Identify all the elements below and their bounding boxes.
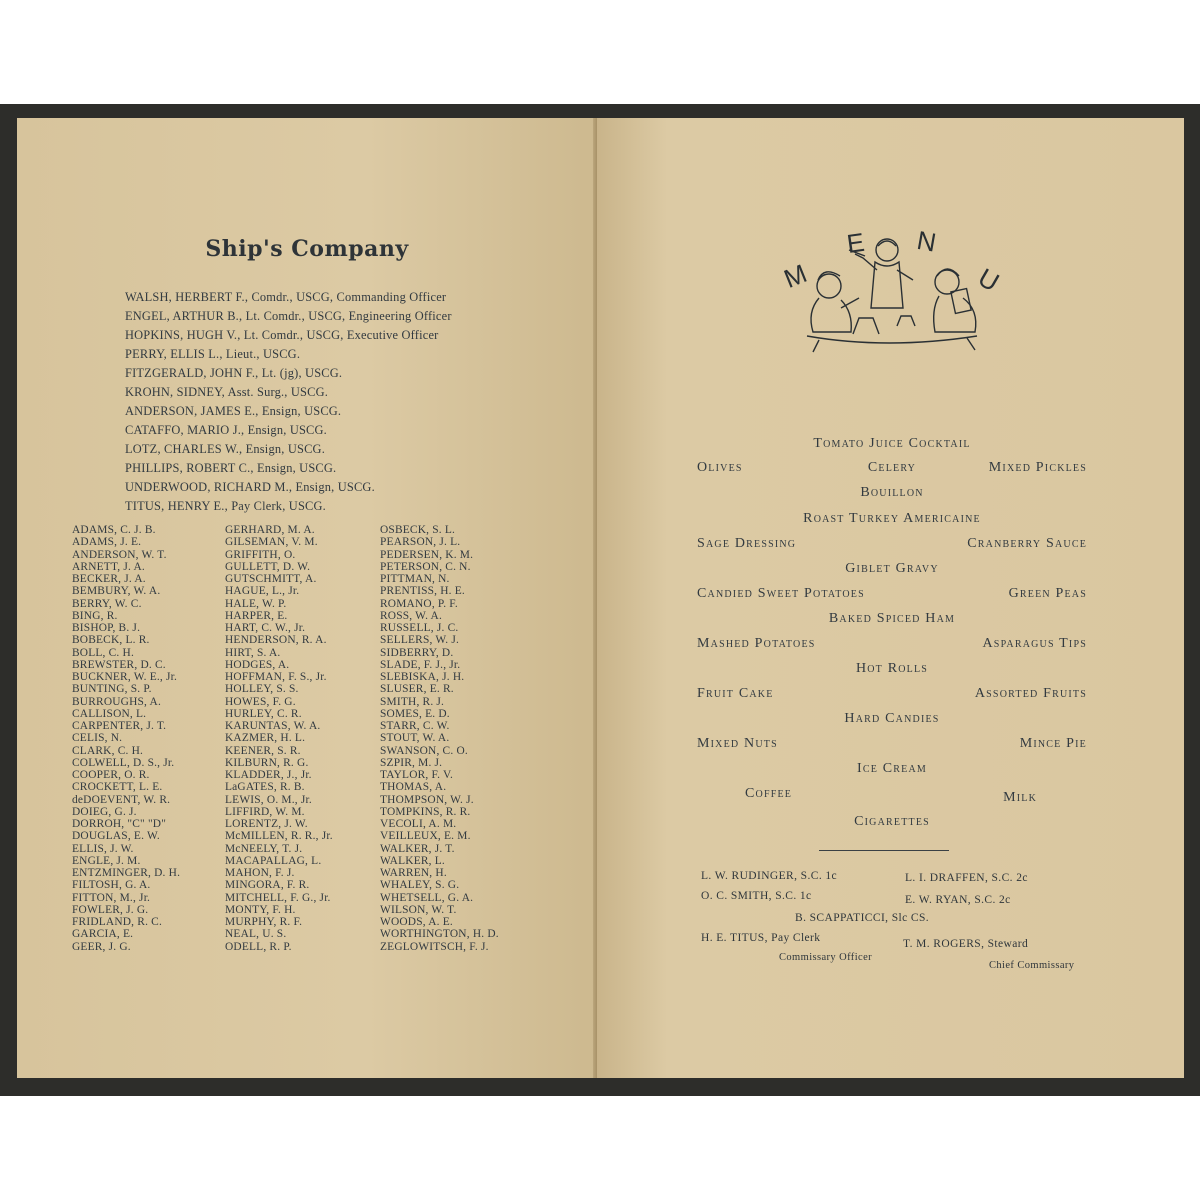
crew-entry: ZEGLOWITSCH, F. J.	[380, 940, 489, 953]
crew-entry: KEENER, S. R.	[225, 744, 301, 757]
crew-entry: TAYLOR, F. V.	[380, 769, 454, 781]
crew-entry: BUCKNER, W. E., Jr.	[72, 671, 178, 683]
crew-entry: KAZMER, H. L.	[225, 732, 306, 745]
menu-letter-u: U	[973, 262, 1005, 298]
crew-entry: COLWELL, D. S., Jr.	[72, 756, 175, 769]
crew-entry: KILBURN, R. G.	[225, 756, 309, 769]
crew-entry: HARPER, E.	[225, 609, 288, 622]
crew-entry: BOBECK, L. R.	[72, 634, 150, 647]
officer-entry: TITUS, HENRY E., Pay Clerk, USCG.	[125, 499, 326, 513]
crew-entry: HOFFMAN, F. S., Jr.	[225, 671, 327, 683]
officer-list	[125, 288, 452, 516]
officer-entry: FITZGERALD, JOHN F., Lt. (jg), USCG.	[125, 366, 343, 380]
crew-entry: VECOLI, A. M.	[380, 818, 457, 830]
crew-entry: MITCHELL, F. G., Jr.	[225, 891, 331, 904]
crew-entry: MURPHY, R. F.	[225, 916, 303, 928]
menu-item-ice-cream: Ice Cream	[857, 761, 927, 776]
crew-entry: GERHARD, M. A.	[225, 524, 315, 536]
crew-entry: HAGUE, L., Jr.	[225, 585, 300, 598]
staff-titus-role: Commissary Officer	[779, 952, 873, 963]
crew-entry: MACAPALLAG, L.	[225, 854, 322, 867]
crew-entry: ODELL, R. P.	[225, 940, 292, 953]
crew-entry: DOUGLAS, E. W.	[72, 830, 160, 843]
menu-item-rolls: Hot Rolls	[855, 661, 929, 676]
crew-entry: SOMES, E. D.	[380, 707, 450, 720]
officer-entry: ANDERSON, JAMES E., Ensign, USCG.	[125, 404, 342, 418]
officer-entry: WALSH, HERBERT F., Comdr., USCG, Commanding Officer	[125, 290, 447, 304]
menu-item-asparagus: Asparagus Tips	[982, 636, 1087, 651]
officer-entry: LOTZ, CHARLES W., Ensign, USCG.	[125, 442, 325, 456]
crew-entry: CALLISON, L.	[72, 707, 147, 720]
crew-entry: TOMPKINS, R. R.	[380, 805, 471, 818]
crew-entry: deDOEVENT, W. R.	[72, 793, 171, 806]
crew-entry: BOLL, C. H.	[72, 646, 135, 659]
crew-entry: LIFFIRD, W. M.	[225, 805, 305, 818]
crew-entry: BUNTING, S. P.	[72, 683, 152, 696]
crew-entry: GUTSCHMITT, A.	[225, 573, 317, 585]
officer-entry: PERRY, ELLIS L., Lieut., USCG.	[125, 347, 301, 361]
crew-entry: MAHON, F. J.	[225, 867, 295, 879]
crew-entry: HOLLEY, S. S.	[225, 683, 299, 696]
crew-entry: ANDERSON, W. T.	[72, 548, 167, 561]
officer-entry: CATAFFO, MARIO J., Ensign, USCG.	[125, 423, 327, 437]
crew-entry: COOPER, O. R.	[72, 769, 150, 781]
crew-entry: ENGLE, J. M.	[72, 854, 141, 867]
crew-entry: BURROUGHS, A.	[72, 695, 161, 708]
crew-entry: HIRT, S. A.	[225, 646, 281, 659]
crew-entry: LEWIS, O. M., Jr.	[225, 793, 312, 806]
menu-item-cocktail: Tomato Juice Cocktail	[813, 436, 971, 451]
crew-entry: CLARK, C. H.	[72, 744, 144, 757]
crew-entry: BECKER, J. A.	[72, 573, 146, 585]
menu-item-turkey: Roast Turkey Americaine	[803, 511, 981, 526]
crew-column-2	[225, 524, 333, 953]
crew-entry: ENTZMINGER, D. H.	[72, 867, 181, 879]
crew-entry: NEAL, U. S.	[225, 928, 287, 941]
crew-entry: GULLETT, D. W.	[225, 560, 311, 573]
crew-entry: ADAMS, C. J. B.	[72, 524, 156, 536]
crew-entry: SZPIR, M. J.	[380, 756, 443, 769]
crew-entry: ROMANO, P. F.	[380, 597, 458, 610]
crew-entry: BERRY, W. C.	[72, 597, 142, 610]
crew-entry: McMILLEN, R. R., Jr.	[225, 830, 333, 843]
staff-ryan: E. W. RYAN, S.C. 2c	[905, 894, 1011, 906]
staff-scappaticci: B. SCAPPATICCI, Slc CS.	[795, 912, 930, 924]
crew-entry: RUSSELL, J. C.	[380, 622, 459, 634]
crew-entry: MONTY, F. H.	[225, 903, 296, 916]
crew-entry: THOMPSON, W. J.	[380, 793, 474, 806]
crew-entry: SLADE, F. J., Jr.	[380, 658, 461, 671]
crew-entry: OSBECK, S. L.	[380, 524, 456, 536]
crew-entry: ARNETT, J. A.	[72, 560, 145, 573]
crew-entry: PEARSON, J. L.	[380, 536, 461, 549]
crew-entry: WILSON, W. T.	[380, 903, 457, 916]
crew-entry: BISHOP, B. J.	[72, 622, 141, 634]
crew-entry: GEER, J. G.	[72, 940, 131, 953]
menu-items	[697, 430, 1087, 850]
crew-entry: ELLIS, J. W.	[72, 842, 134, 855]
crew-entry: BING, R.	[72, 609, 118, 622]
menu-item-coffee: Coffee	[745, 786, 793, 801]
crew-entry: LaGATES, R. B.	[225, 781, 305, 794]
crew-entry: FRIDLAND, R. C.	[72, 916, 163, 928]
officer-entry: ENGEL, ARTHUR B., Lt. Comdr., USCG, Engineering Officer	[125, 309, 452, 323]
crew-entry: SMITH, R. J.	[380, 695, 445, 708]
crew-entry: FITTON, M., Jr.	[72, 891, 151, 904]
crew-entry: GARCIA, E.	[72, 928, 134, 941]
crew-entry: PITTMAN, N.	[380, 573, 450, 585]
crew-entry: PETERSON, C. N.	[380, 560, 471, 573]
right-page	[597, 118, 1184, 1078]
staff-rogers: T. M. ROGERS, Steward	[903, 938, 1029, 950]
crew-entry: WOODS, A. E.	[380, 916, 453, 928]
menu-item-mince-pie: Mince Pie	[1019, 736, 1087, 751]
crew-entry: BEMBURY, W. A.	[72, 585, 161, 598]
crew-entry: DORROH, "C" "D"	[72, 818, 167, 830]
menu-item-bouillon: Bouillon	[860, 485, 924, 500]
crew-entry: SLEBISKA, J. H.	[380, 671, 465, 683]
menu-item-dressing: Sage Dressing	[697, 536, 797, 551]
menu-item-sweet-potatoes: Candied Sweet Potatoes	[697, 586, 865, 601]
menu-item-gravy: Giblet Gravy	[845, 561, 939, 576]
menu-item-mashed: Mashed Potatoes	[697, 636, 816, 651]
staff-smith: O. C. SMITH, S.C. 1c	[701, 890, 812, 902]
menu-item-cigarettes: Cigarettes	[854, 814, 930, 829]
menu-item-fruit-cake: Fruit Cake	[697, 686, 774, 701]
crew-entry: WHALEY, S. G.	[380, 879, 460, 892]
staff-draffen: L. I. DRAFFEN, S.C. 2c	[905, 872, 1028, 884]
menu-letter-n: N	[914, 224, 939, 258]
crew-entry: FILTOSH, G. A.	[72, 879, 151, 892]
crew-entry: LORENTZ, J. W.	[225, 818, 308, 830]
officer-entry: KROHN, SIDNEY, Asst. Surg., USCG.	[125, 385, 329, 399]
menu-letter-m: M	[779, 258, 811, 294]
menu-item-celery: Celery	[867, 460, 917, 475]
menu-item-cranberry: Cranberry Sauce	[967, 536, 1087, 551]
crew-entry: THOMAS, A.	[380, 781, 447, 794]
staff-rudinger: L. W. RUDINGER, S.C. 1c	[701, 870, 838, 882]
crew-entry: ROSS, W. A.	[380, 609, 443, 622]
crew-entry: SIDBERRY, D.	[380, 646, 454, 659]
crew-entry: SELLERS, W. J.	[380, 634, 460, 647]
menu-item-pickles: Mixed Pickles	[988, 460, 1087, 475]
officer-entry: PHILLIPS, ROBERT C., Ensign, USCG.	[125, 461, 337, 475]
menu-item-nuts: Mixed Nuts	[697, 736, 778, 751]
left-page	[17, 118, 597, 1078]
menu-item-fruits: Assorted Fruits	[974, 686, 1087, 701]
crew-entry: HODGES, A.	[225, 658, 290, 671]
crew-entry: CARPENTER, J. T.	[72, 720, 167, 732]
crew-entry: CROCKETT, L. E.	[72, 781, 163, 794]
crew-entry: STARR, C. W.	[380, 720, 450, 732]
crew-entry: PRENTISS, H. E.	[380, 585, 465, 598]
crew-entry: BREWSTER, D. C.	[72, 658, 166, 671]
crew-entry: GRIFFITH, O.	[225, 548, 296, 561]
menu-item-peas: Green Peas	[1008, 586, 1087, 601]
crew-entry: WHETSELL, G. A.	[380, 891, 474, 904]
diners-illustration	[807, 239, 977, 352]
crew-entry: HURLEY, C. R.	[225, 707, 302, 720]
crew-entry: SLUSER, E. R.	[380, 683, 454, 696]
officer-entry: HOPKINS, HUGH V., Lt. Comdr., USCG, Executive Officer	[125, 328, 439, 342]
crew-entry: HOWES, F. G.	[225, 695, 296, 708]
crew-entry: STOUT, W. A.	[380, 732, 450, 745]
menu-item-ham: Baked Spiced Ham	[828, 611, 956, 626]
staff-rogers-role: Chief Commissary	[989, 960, 1075, 971]
crew-column-1	[72, 524, 180, 953]
menu-item-milk: Milk	[1003, 790, 1037, 805]
menu-heading-illustration	[757, 158, 1027, 378]
crew-entry: FOWLER, J. G.	[72, 903, 149, 916]
officer-entry: UNDERWOOD, RICHARD M., Ensign, USCG.	[125, 480, 375, 494]
crew-entry: HART, C. W., Jr.	[225, 622, 306, 634]
crew-entry: ADAMS, J. E.	[72, 536, 142, 549]
crew-entry: GILSEMAN, V. M.	[225, 536, 318, 549]
menu-letter-e: E	[844, 226, 867, 259]
crew-entry: MINGORA, F. R.	[225, 879, 310, 892]
crew-entry: McNEELY, T. J.	[225, 842, 303, 855]
crew-entry: KLADDER, J., Jr.	[225, 769, 312, 781]
crew-entry: WORTHINGTON, H. D.	[380, 928, 499, 941]
crew-entry: KARUNTAS, W. A.	[225, 720, 321, 732]
crew-entry: HENDERSON, R. A.	[225, 634, 327, 647]
menu-item-candies: Hard Candies	[844, 711, 940, 726]
crew-entry: CELIS, N.	[72, 732, 123, 745]
crew-entry: HALE, W. P.	[225, 597, 287, 610]
crew-column-3	[380, 524, 499, 953]
crew-entry: VEILLEUX, E. M.	[380, 830, 471, 843]
crew-entry: WALKER, J. T.	[380, 842, 455, 855]
menu-item-olives: Olives	[697, 460, 743, 475]
crew-entry: WARREN, H.	[380, 867, 447, 879]
divider-rule	[819, 850, 949, 851]
crew-entry: DOIEG, G. J.	[72, 805, 137, 818]
crew-entry: WALKER, L.	[380, 854, 445, 867]
crew-entry: SWANSON, C. O.	[380, 744, 468, 757]
page-title: Ship's Company	[205, 236, 409, 262]
crew-entry: PEDERSEN, K. M.	[380, 548, 474, 561]
staff-titus: H. E. TITUS, Pay Clerk	[701, 932, 821, 944]
